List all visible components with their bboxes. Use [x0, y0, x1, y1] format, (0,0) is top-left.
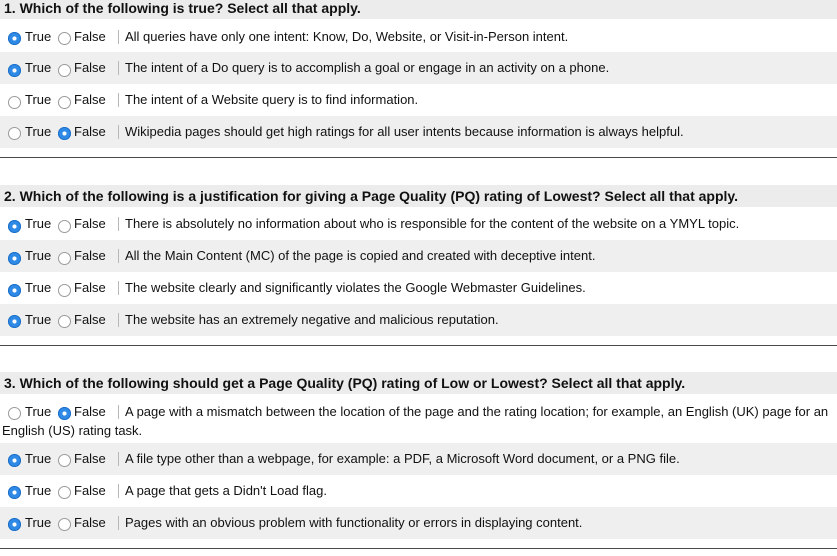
q1-row-2	[0, 52, 837, 84]
q1-row-4	[0, 116, 837, 148]
false-label: False	[74, 404, 106, 419]
question-1-title: 1. Which of the following is true? Select all that apply.	[0, 0, 837, 19]
q2-r1-false-radio[interactable]	[58, 220, 71, 233]
q3-r2-false-radio[interactable]	[58, 454, 71, 467]
false-label: False	[74, 248, 106, 263]
statement-continuation: English (US) rating task.	[2, 423, 143, 438]
q2-r1-true-radio[interactable]	[8, 220, 21, 233]
statement: The intent of a Website query is to find information.	[125, 92, 419, 107]
statement: A page that gets a Didn't Load flag.	[125, 483, 327, 498]
separator	[118, 516, 119, 530]
section-divider	[0, 345, 837, 346]
q3-r3-false-radio[interactable]	[58, 486, 71, 499]
statement: The intent of a Do query is to accomplish a goal or engage in an activity on a phone.	[125, 60, 610, 75]
statement: Pages with an obvious problem with functionality or errors in displaying content.	[125, 515, 583, 530]
false-label: False	[74, 451, 106, 466]
separator	[118, 30, 119, 44]
true-label: True	[25, 483, 52, 498]
q1-r2-false-radio[interactable]	[58, 64, 71, 77]
true-label: True	[25, 124, 52, 139]
separator	[118, 405, 119, 419]
separator	[118, 484, 119, 498]
q3-r1-false-radio[interactable]	[58, 407, 71, 420]
q3-r3-true-radio[interactable]	[8, 486, 21, 499]
q2-row-2	[0, 240, 837, 272]
true-label: True	[25, 248, 52, 263]
separator	[118, 125, 119, 139]
false-label: False	[74, 60, 106, 75]
q2-r2-false-radio[interactable]	[58, 252, 71, 265]
false-label: False	[74, 216, 106, 231]
q2-r3-false-radio[interactable]	[58, 284, 71, 297]
statement: Wikipedia pages should get high ratings for all user intents because information is always helpful.	[125, 124, 684, 139]
question-2-title: 2. Which of the following is a justification for giving a Page Quality (PQ) rating of Lowest? Select all that apply.	[0, 185, 837, 207]
false-label: False	[74, 280, 106, 295]
separator	[118, 281, 119, 295]
q1-r1-true-radio[interactable]	[8, 32, 21, 45]
q3-r2-true-radio[interactable]	[8, 454, 21, 467]
true-label: True	[25, 404, 52, 419]
q2-r4-false-radio[interactable]	[58, 315, 71, 328]
q2-r2-true-radio[interactable]	[8, 252, 21, 265]
false-label: False	[74, 124, 106, 139]
q2-r3-true-radio[interactable]	[8, 284, 21, 297]
separator	[118, 313, 119, 327]
true-label: True	[25, 280, 52, 295]
q3-row-4	[0, 507, 837, 539]
q2-r4-true-radio[interactable]	[8, 315, 21, 328]
true-label: True	[25, 451, 52, 466]
question-3-title: 3. Which of the following should get a Page Quality (PQ) rating of Low or Lowest? Select all that apply.	[0, 372, 837, 394]
true-label: True	[25, 60, 52, 75]
q1-r1-false-radio[interactable]	[58, 32, 71, 45]
separator	[118, 452, 119, 466]
statement: There is absolutely no information about who is responsible for the content of the website on a YMYL topic.	[125, 216, 740, 231]
q2-row-4	[0, 304, 837, 336]
true-label: True	[25, 29, 52, 44]
q1-r2-true-radio[interactable]	[8, 64, 21, 77]
q1-r4-false-radio[interactable]	[58, 127, 71, 140]
q2-row-1	[0, 208, 837, 240]
true-label: True	[25, 515, 52, 530]
true-label: True	[25, 312, 52, 327]
q1-row-3	[0, 84, 837, 116]
false-label: False	[74, 483, 106, 498]
statement: A file type other than a webpage, for example: a PDF, a Microsoft Word document, or a PNG file.	[125, 451, 680, 466]
statement: All the Main Content (MC) of the page is copied and created with deceptive intent.	[125, 248, 596, 263]
separator	[118, 249, 119, 263]
section-divider	[0, 157, 837, 158]
q1-r3-true-radio[interactable]	[8, 96, 21, 109]
statement: The website has an extremely negative and malicious reputation.	[125, 312, 499, 327]
q3-row-3	[0, 475, 837, 507]
q1-r4-true-radio[interactable]	[8, 127, 21, 140]
q3-row-2	[0, 443, 837, 475]
section-divider	[0, 548, 837, 549]
false-label: False	[74, 312, 106, 327]
false-label: False	[74, 515, 106, 530]
q3-r1-true-radio[interactable]	[8, 407, 21, 420]
separator	[118, 93, 119, 107]
q3-r4-false-radio[interactable]	[58, 518, 71, 531]
statement: The website clearly and significantly violates the Google Webmaster Guidelines.	[125, 280, 586, 295]
true-label: True	[25, 216, 52, 231]
q1-r3-false-radio[interactable]	[58, 96, 71, 109]
statement: A page with a mismatch between the location of the page and the rating location; for example, an English (UK) page for an	[125, 404, 829, 419]
q1-row-1	[0, 21, 837, 51]
q2-row-3	[0, 272, 837, 304]
separator	[118, 217, 119, 231]
false-label: False	[74, 29, 106, 44]
separator	[118, 61, 119, 75]
q3-r4-true-radio[interactable]	[8, 518, 21, 531]
false-label: False	[74, 92, 106, 107]
statement: All queries have only one intent: Know, Do, Website, or Visit-in-Person intent.	[125, 29, 569, 44]
true-label: True	[25, 92, 52, 107]
q3-row-1	[0, 396, 837, 442]
